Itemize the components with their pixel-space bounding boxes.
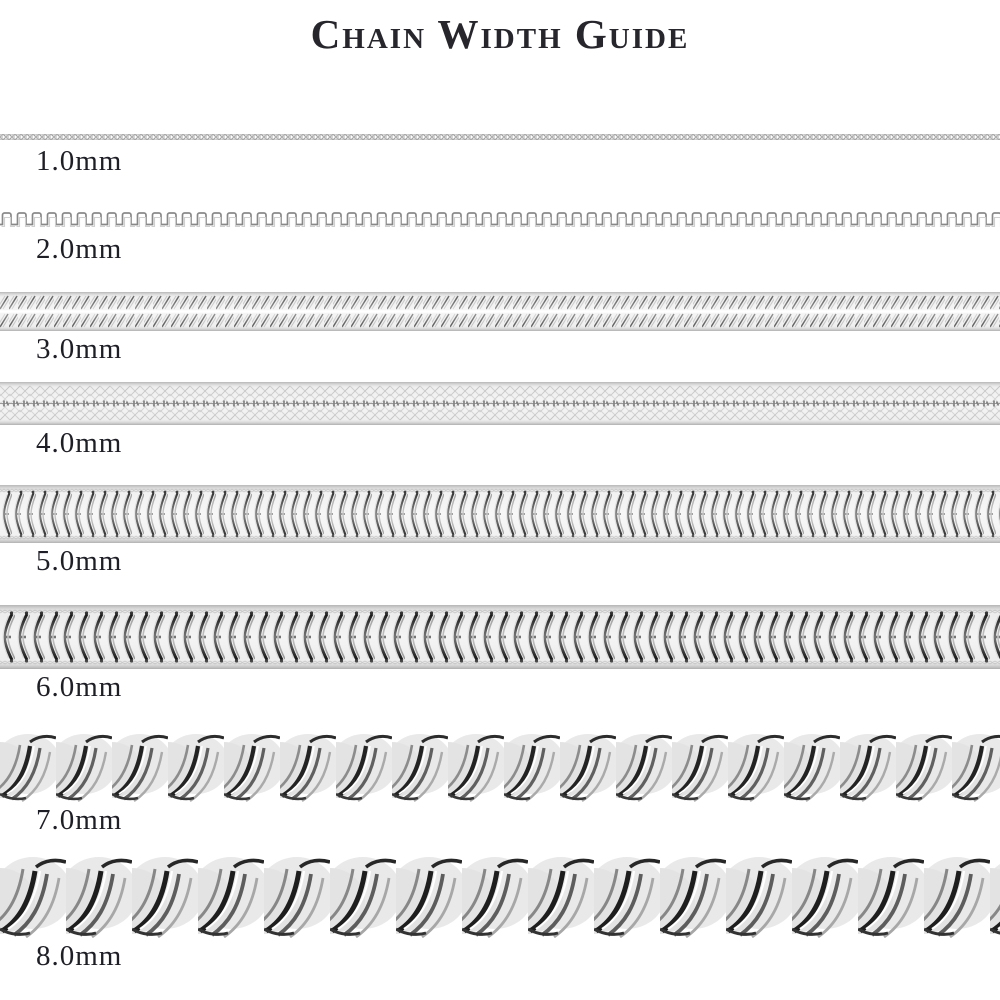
chain-width-label: 3.0mm bbox=[36, 333, 123, 365]
chain-width-label: 1.0mm bbox=[36, 145, 123, 177]
chain-image-7mm bbox=[0, 730, 1000, 802]
chain-width-label: 4.0mm bbox=[36, 427, 123, 459]
chain-width-label: 8.0mm bbox=[36, 940, 123, 972]
chain-row bbox=[0, 853, 1000, 973]
chain-row bbox=[0, 605, 1000, 704]
chain-width-label: 5.0mm bbox=[36, 545, 123, 577]
chain-image-4mm bbox=[0, 382, 1000, 425]
chain-row bbox=[0, 485, 1000, 578]
chain-image-1mm bbox=[0, 131, 1000, 143]
chain-image-8mm bbox=[0, 853, 1000, 938]
chain-width-label: 6.0mm bbox=[36, 671, 123, 703]
chain-row bbox=[0, 131, 1000, 178]
page-title: Chain Width Guide bbox=[310, 11, 690, 57]
chain-width-label: 2.0mm bbox=[36, 233, 123, 265]
chain-row bbox=[0, 730, 1000, 837]
chain-image-5mm bbox=[0, 485, 1000, 543]
chain-image-3mm bbox=[0, 292, 1000, 331]
chain-row bbox=[0, 207, 1000, 266]
chain-image-6mm bbox=[0, 605, 1000, 669]
chain-width-label: 7.0mm bbox=[36, 804, 123, 836]
chain-image-2mm bbox=[0, 207, 1000, 231]
chain-row bbox=[0, 382, 1000, 460]
chain-row bbox=[0, 292, 1000, 366]
